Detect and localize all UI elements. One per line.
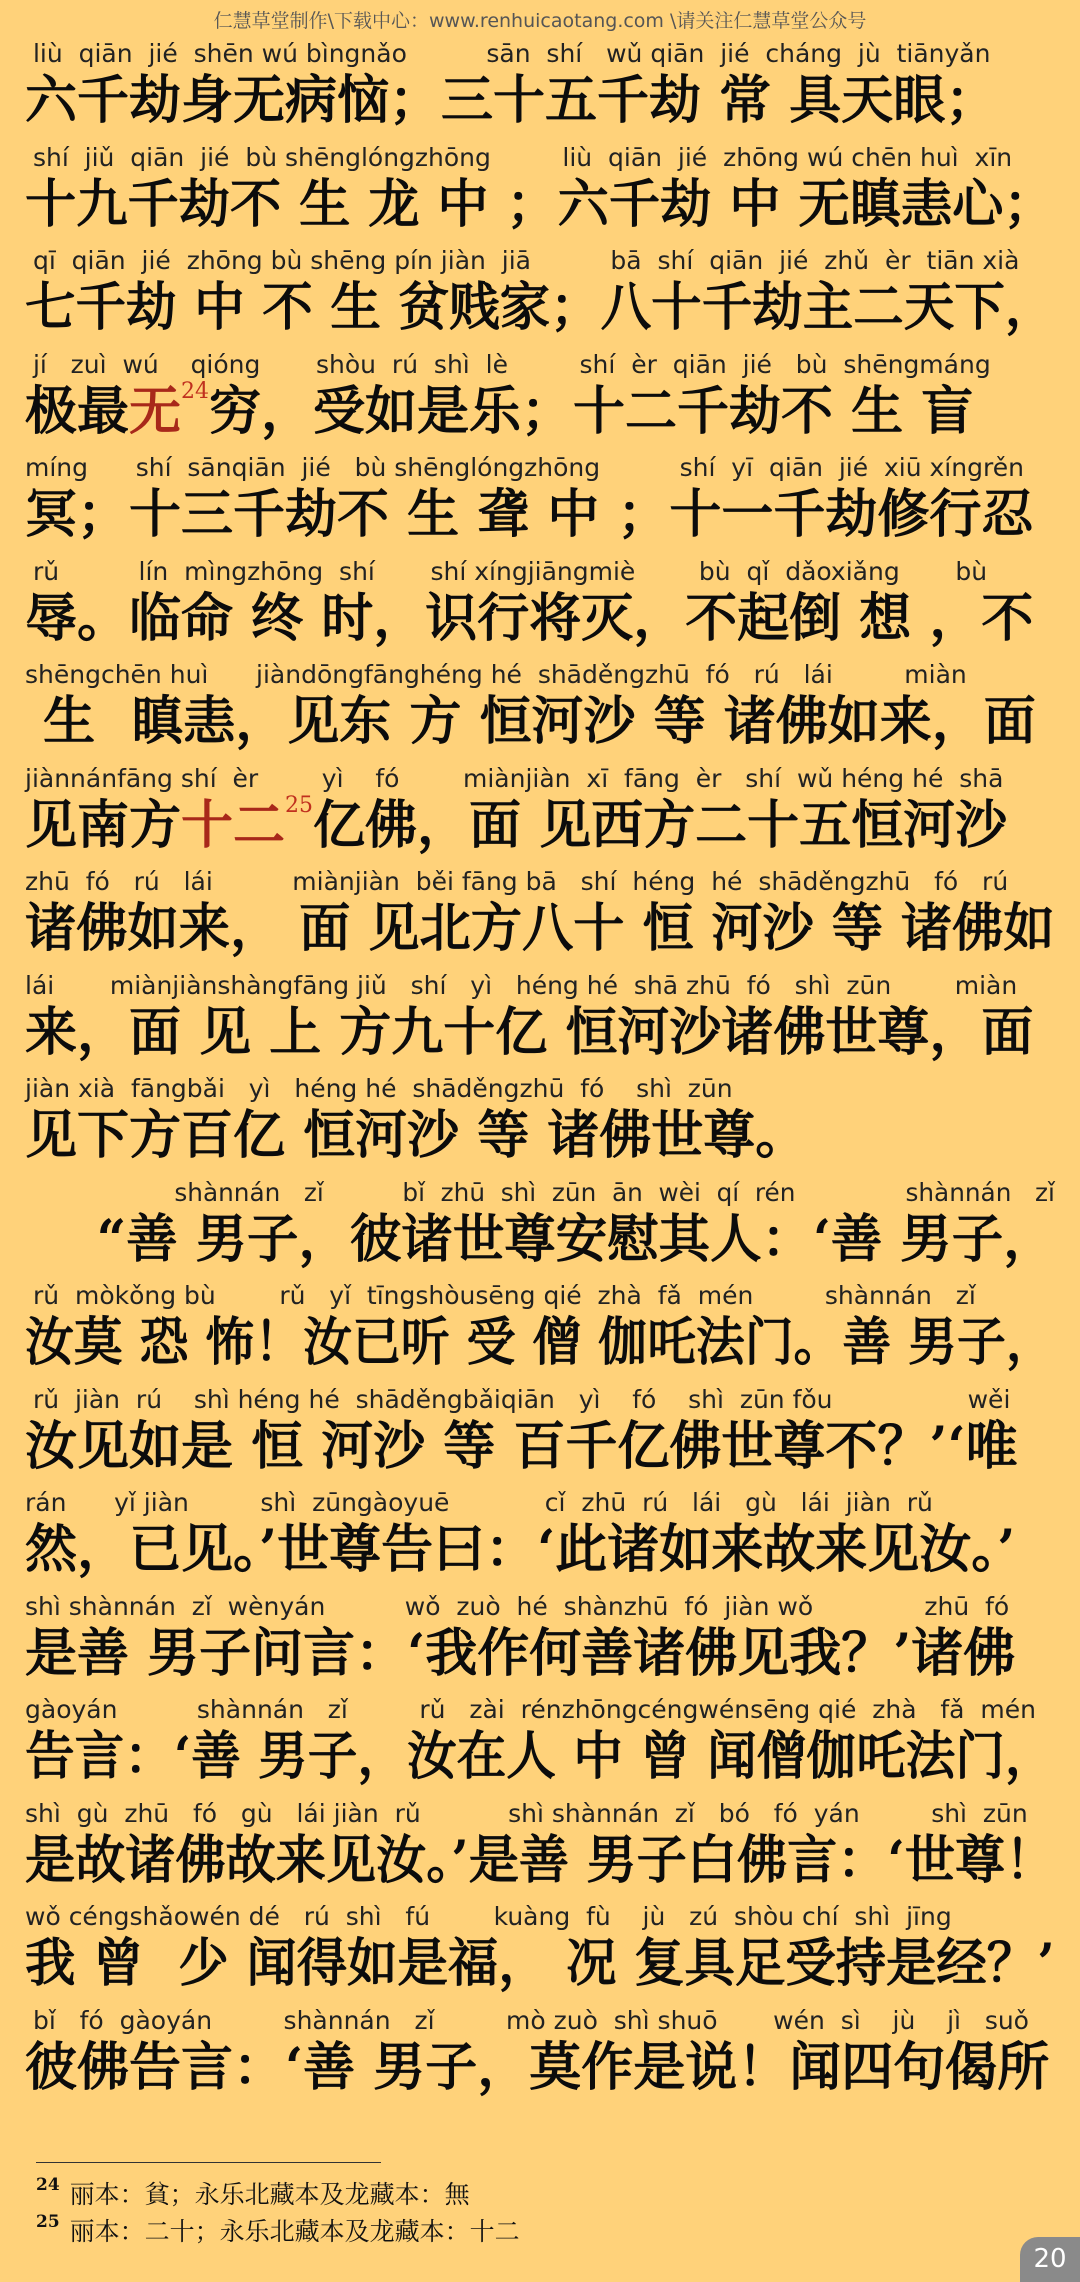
pinyin-row: bǐ fó gàoyán shànnán zǐ mò zuò shì shuō wén sì jù jì suǒ xyxy=(25,2005,1029,2035)
text-line xyxy=(0,1897,1080,2001)
hanzi-row: 辱。临命 终 时，识行将灭，不起倒 想 ，不 xyxy=(25,587,1034,649)
text-line xyxy=(0,1173,1080,1277)
pinyin-row: jiànnánfāng shí èr yì fó miànjiàn xī fāng èr shí wǔ héng hé shā xyxy=(25,763,1004,793)
pinyin-row: lái miànjiànshàngfāng jiǔ shí yì héng hé shā zhū fó shì zūn miàn xyxy=(25,970,1018,1000)
text-line xyxy=(0,552,1080,656)
footnote-marker: 25 xyxy=(285,792,314,818)
scripture-text xyxy=(0,34,1080,2104)
page-number: 20 xyxy=(1020,2237,1080,2282)
footnote-25-text: 丽本：二十；永乐北藏本及龙藏本：十二 xyxy=(69,2217,520,2246)
text-line xyxy=(0,34,1080,138)
page-header: 仁慧草堂制作\下载中心：www.renhuicaotang.com \请关注仁慧草堂公众号 xyxy=(213,10,867,32)
hanzi-row: 彼佛告言：‘善 男子，莫作是说！闻四句偈所 xyxy=(25,2036,1050,2098)
pinyin-row: shànnán zǐ bǐ zhū shì zūn ān wèi qí rén shànnán zǐ xyxy=(25,1177,1055,1207)
hanzi-row: 然，已见。’世尊告曰：‘此诸如来故来见汝。’ xyxy=(25,1519,1016,1580)
footnote-marker: 24 xyxy=(181,378,210,404)
text-line xyxy=(0,241,1080,345)
hanzi-row: 是善 男子问言：‘我作何善诸佛见我？’诸佛 xyxy=(25,1622,1016,1684)
footnote-24-text: 丽本：貧；永乐北藏本及龙藏本：無 xyxy=(69,2180,470,2209)
hanzi-row: 生 瞋恚，见东 方 恒河沙 等 诸佛如来，面 xyxy=(25,691,1036,752)
pinyin-row: qī qiān jié zhōng bù shēng pín jiàn jiā bā shí qiān jié zhǔ èr tiān xià xyxy=(25,246,1020,275)
hanzi-row: 汝莫 恐 怖！汝已听 受 僧 伽吒法门。善 男子， xyxy=(25,1312,1055,1373)
footnote-25 xyxy=(36,2212,520,2248)
hanzi-row: “善 男子，彼诸世尊安慰其人：‘善 男子， xyxy=(25,1208,1055,1270)
footnote-divider xyxy=(36,2162,381,2163)
annotated-word: 十二 xyxy=(181,794,286,856)
text-line xyxy=(0,2001,1080,2105)
hanzi-row: 告言：‘善 男子，汝在人 中 曾 闻僧伽吒法门， xyxy=(25,1726,1055,1787)
hanzi-text: 极最 xyxy=(25,380,130,442)
hanzi-row: 十九千劫不 生 龙 中 ；六千劫 中 无瞋恚心； xyxy=(25,173,1055,235)
pinyin-row: rǔ mòkǒng bù rǔ yǐ tīngshòusēng qié zhà fǎ mén shànnán zǐ xyxy=(25,1281,976,1310)
text-line xyxy=(0,1069,1080,1173)
pinyin-row: zhū fó rú lái miànjiàn běi fāng bā shí héng hé shāděngzhū fó rú xyxy=(25,867,1009,896)
text-line xyxy=(0,1380,1080,1484)
text-line xyxy=(0,1276,1080,1380)
text-line xyxy=(0,655,1080,759)
pinyin-row: rǔ jiàn rú shì héng hé shāděngbǎiqiān yì fó shì zūn fǒu wěi xyxy=(25,1384,1011,1414)
footnote-24-marker: 24 xyxy=(36,2175,60,2195)
hanzi-row: 冥；十三千劫不 生 聋 中 ；十一千劫修行忍 xyxy=(25,484,1034,545)
footnote-25-marker: 25 xyxy=(36,2212,60,2232)
pinyin-row: gàoyán shànnán zǐ rǔ zài rénzhōngcéngwénsēng qié zhà fǎ mén xyxy=(25,1695,1036,1724)
hanzi-row xyxy=(25,792,1008,857)
text-line xyxy=(0,1690,1080,1794)
hanzi-text: 见南方 xyxy=(25,794,182,856)
pinyin-row: shēngchēn huì jiàndōngfānghéng hé shāděngzhū fó rú lái miàn xyxy=(25,660,967,689)
pinyin-row: liù qiān jié shēn wú bìngnǎo sān shí wǔ qiān jié cháng jù tiānyǎn xyxy=(25,39,991,68)
text-line xyxy=(0,138,1080,242)
text-line xyxy=(0,759,1080,863)
pinyin-row: shì shànnán zǐ wènyán wǒ zuò hé shànzhū fó jiàn wǒ zhū fó xyxy=(25,1591,1010,1621)
pinyin-row: míng shí sānqiān jié bù shēnglóngzhōng shí yī qiān jié xiū xíngrěn xyxy=(25,453,1024,482)
pinyin-row: wǒ céngshǎowén dé rú shì fú kuàng fù jù zú shòu chí shì jīng xyxy=(25,1902,952,1931)
hanzi-row xyxy=(25,378,974,443)
hanzi-text: 穷，受如是乐；十二千劫不 生 盲 xyxy=(209,380,974,442)
pinyin-row: jí zuì wú qióng shòu rú shì lè shí èr qiān jié bù shēngmáng xyxy=(25,349,991,379)
hanzi-row: 诸佛如来， 面 见北方八十 恒 河沙 等 诸佛如 xyxy=(25,898,1055,959)
pinyin-row: shí jiǔ qiān jié bù shēnglóngzhōng liù qiān jié zhōng wú chēn huì xīn xyxy=(25,142,1013,172)
hanzi-text: 亿佛，面 见西方二十五恒河沙 xyxy=(313,794,1008,856)
hanzi-row: 汝见如是 恒 河沙 等 百千亿佛世尊不？’‘唯 xyxy=(25,1415,1018,1477)
hanzi-row: 见下方百亿 恒河沙 等 诸佛世尊。 xyxy=(25,1105,808,1166)
text-line xyxy=(0,1794,1080,1898)
hanzi-row: 是故诸佛故来见汝。’是善 男子白佛言：‘世尊！ xyxy=(25,1829,1056,1891)
text-line xyxy=(0,448,1080,552)
text-line xyxy=(0,862,1080,966)
text-line xyxy=(0,1587,1080,1691)
annotated-word: 无 xyxy=(129,380,182,442)
text-line xyxy=(0,966,1080,1070)
hanzi-row: 来，面 见 上 方九十亿 恒河沙诸佛世尊，面 xyxy=(25,1001,1034,1063)
hanzi-row: 六千劫身无病恼；三十五千劫 常 具天眼； xyxy=(25,70,998,131)
pinyin-row: jiàn xià fāngbǎi yì héng hé shāděngzhū fó shì zūn xyxy=(25,1074,733,1103)
hanzi-row: 我 曾 少 闻得如是福， 况 复具足受持是经？’ xyxy=(25,1933,1055,1994)
hanzi-row: 七千劫 中 不 生 贫贱家；八十千劫主二天下， xyxy=(25,277,1056,338)
pinyin-row: rán yǐ jiàn shì zūngàoyuē cǐ zhū rú lái gù lái jiàn rǔ xyxy=(25,1488,933,1517)
text-line xyxy=(0,345,1080,449)
pinyin-row: shì gù zhū fó gù lái jiàn rǔ shì shànnán zǐ bó fó yán shì zūn xyxy=(25,1798,1028,1828)
pinyin-row: rǔ lín mìngzhōng shí shí xíngjiāngmiè bù qǐ dǎoxiǎng bù xyxy=(25,556,988,586)
footnote-24 xyxy=(36,2175,470,2211)
text-line xyxy=(0,1483,1080,1587)
